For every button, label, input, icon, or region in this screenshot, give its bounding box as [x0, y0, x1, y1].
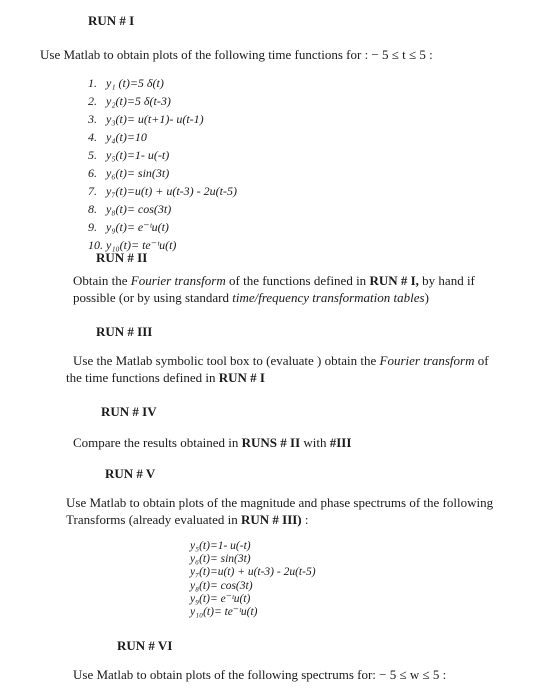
list-item: y₇(t)=u(t) + u(t-3) - 2u(t-5): [190, 566, 316, 579]
run-6-instruction: Use Matlab to obtain plots of the following spectrums for: − 5 ≤ w ≤ 5 :: [73, 667, 447, 682]
list-item: y₈(t)= cos(3t): [190, 579, 253, 592]
list-item: y₉(t)= e⁻ᵗu(t): [190, 592, 251, 605]
run-6-heading: RUN # VI: [117, 638, 173, 653]
run-2-paragraph-line-2: possible (or by using standard time/frequency transformation tables): [73, 290, 429, 305]
run-4-heading: RUN # IV: [101, 404, 157, 419]
run-1-instruction: Use Matlab to obtain plots of the following time functions for : − 5 ≤ t ≤ 5 :: [40, 47, 433, 62]
run-2-paragraph-line-1: Obtain the Fourier transform of the functions defined in RUN # I, by hand if: [73, 273, 475, 288]
list-item: 5. y₅(t)=1- u(-t): [88, 148, 170, 162]
run-5-heading: RUN # V: [105, 466, 156, 481]
run-4-paragraph: Compare the results obtained in RUNS # II with #III: [73, 435, 352, 450]
list-item: 7. y₇(t)=u(t) + u(t-3) - 2u(t-5): [88, 184, 237, 198]
list-item: y₆(t)= sin(3t): [190, 553, 251, 566]
run-3-paragraph-line-1: Use the Matlab symbolic tool box to (evaluate ) obtain the Fourier transform of: [73, 353, 489, 368]
list-item: 1. y₁ (t)=5 δ(t): [88, 76, 164, 90]
list-item: y₁₀(t)= te⁻ᵗu(t): [190, 606, 258, 619]
run-3-heading: RUN # III: [96, 324, 153, 339]
run-5-paragraph-line-2: Transforms (already evaluated in RUN # III) :: [66, 512, 309, 527]
list-item: 3. y₃(t)= u(t+1)- u(t-1): [88, 112, 204, 126]
run-3-paragraph-line-2: the time functions defined in RUN # I: [66, 370, 265, 385]
list-item: y₅(t)=1- u(-t): [190, 540, 251, 552]
run-1-function-list: [88, 74, 237, 254]
run-5-paragraph-line-1: Use Matlab to obtain plots of the magnitude and phase spectrums of the following: [66, 495, 494, 510]
list-item: 4. y₄(t)=10: [88, 130, 147, 144]
run-2-heading: RUN # II: [96, 250, 148, 265]
run-1-heading: RUN # I: [88, 13, 135, 28]
list-item: 8. y₈(t)= cos(3t): [88, 202, 172, 216]
list-item: 2. y₂(t)=5 δ(t-3): [88, 94, 171, 108]
list-item: 9. y₉(t)= e⁻ᵗu(t): [88, 220, 169, 234]
list-item: 10. y₁₀(t)= te⁻ᵗu(t): [88, 238, 177, 252]
run-5-function-list: [190, 540, 316, 619]
list-item: 6. y₆(t)= sin(3t): [88, 166, 170, 180]
